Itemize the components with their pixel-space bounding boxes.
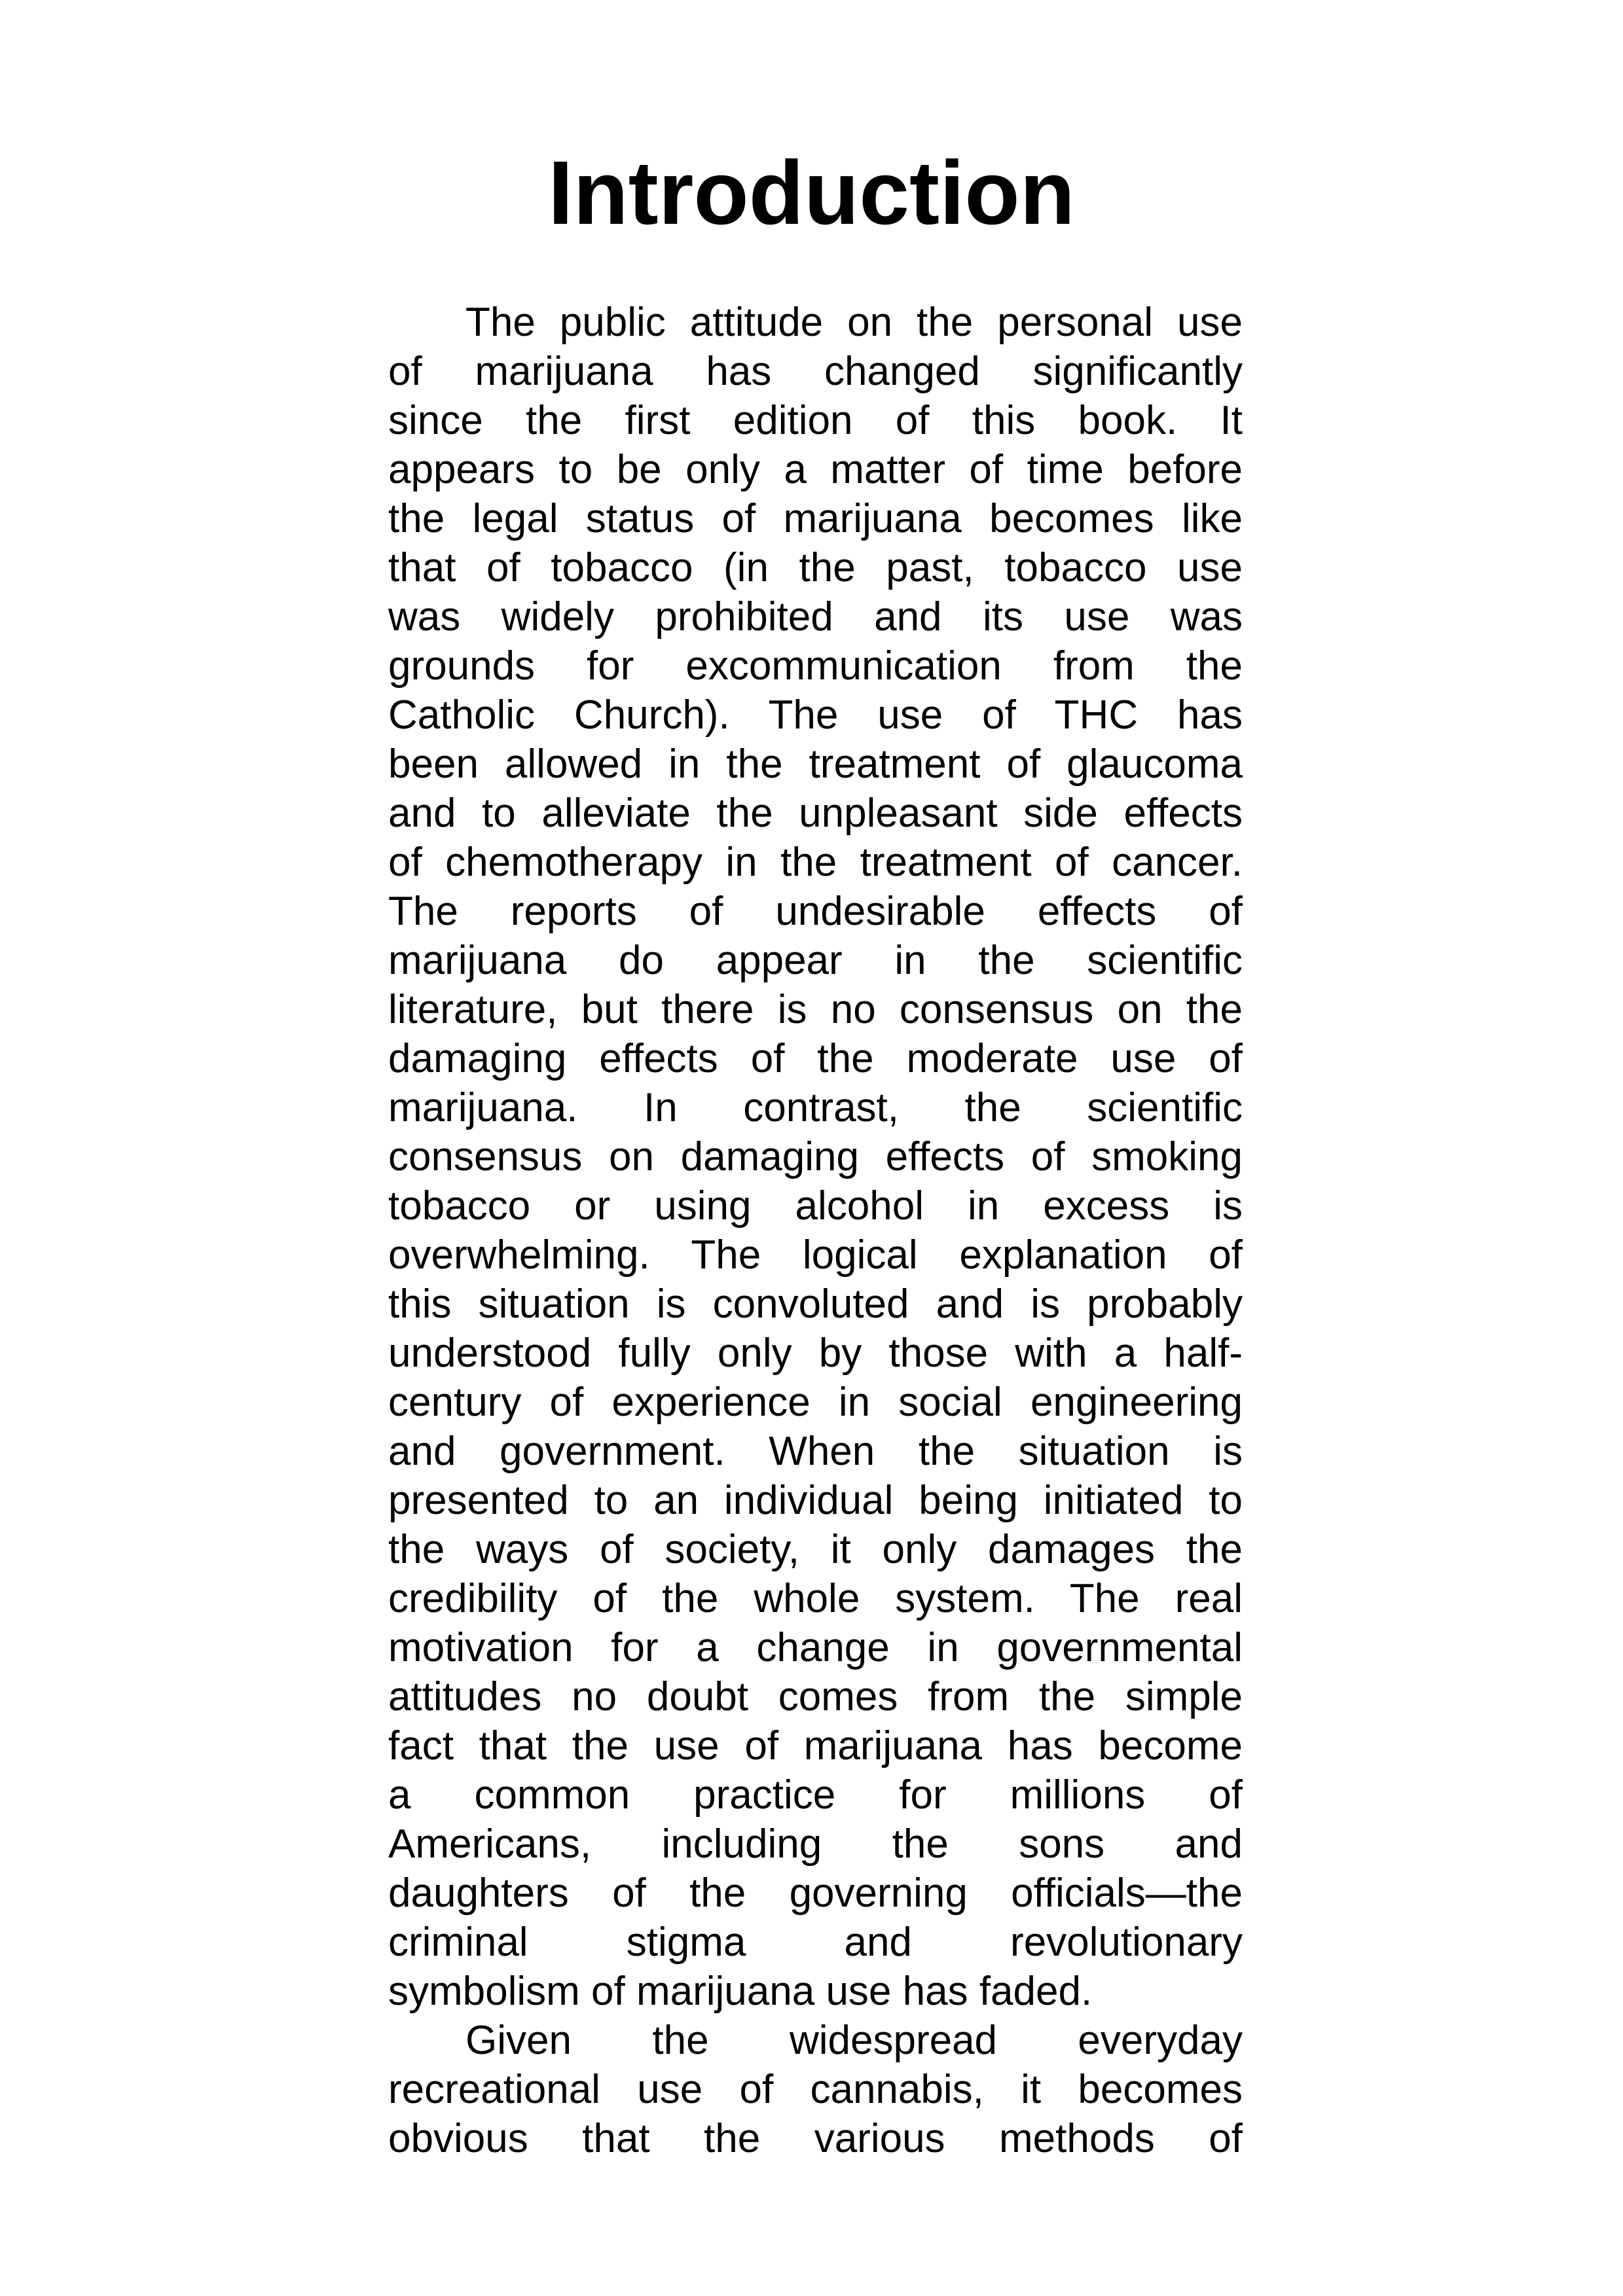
text-line: obvious that the various methods of [388, 2116, 1243, 2161]
text-line: century of experience in social engineering [388, 1380, 1243, 1425]
text-line: marijuana. In contrast, the scientific [388, 1085, 1243, 1130]
text-line: the ways of society, it only damages the [388, 1527, 1243, 1572]
text-line: Catholic Church). The use of THC has [388, 692, 1243, 738]
text-line: grounds for excommunication from the [388, 643, 1243, 689]
text-line: marijuana do appear in the scientific [388, 938, 1243, 983]
text-line: daughters of the governing officials—the [388, 1871, 1243, 1916]
text-line: the legal status of marijuana becomes like [388, 496, 1243, 541]
text-line: was widely prohibited and its use was [388, 594, 1243, 639]
text-line: been allowed in the treatment of glaucoma [388, 742, 1243, 787]
text-line: overwhelming. The logical explanation of [388, 1232, 1243, 1278]
text-line: symbolism of marijuana use has faded. [388, 1969, 1093, 2014]
text-line: literature, but there is no consensus on the [388, 987, 1243, 1032]
text-line: appears to be only a matter of time before [388, 447, 1243, 492]
page-title: Introduction [548, 143, 1075, 243]
text-line: motivation for a change in governmental [388, 1625, 1243, 1670]
text-line: presented to an individual being initiated to [388, 1478, 1243, 1523]
text-line: attitudes no doubt comes from the simple [388, 1674, 1243, 1719]
text-line: and to alleviate the unpleasant side effects [388, 791, 1243, 836]
text-line: since the first edition of this book. It [388, 398, 1243, 443]
text-line: and government. When the situation is [388, 1429, 1243, 1474]
text-line: damaging effects of the moderate use of [388, 1036, 1243, 1081]
paragraph [388, 2016, 1243, 2163]
text-line: of chemotherapy in the treatment of cancer. [388, 840, 1243, 885]
paragraph [388, 298, 1243, 2016]
text-line: this situation is convoluted and is probably [388, 1282, 1243, 1327]
text-line: The reports of undesirable effects of [388, 889, 1243, 934]
text-line: a common practice for millions of [388, 1772, 1243, 1818]
text-line: criminal stigma and revolutionary [388, 1920, 1243, 1965]
text-line: tobacco or using alcohol in excess is [388, 1183, 1243, 1229]
text-line: The public attitude on the personal use [465, 300, 1243, 345]
text-line: Given the widespread everyday [465, 2018, 1243, 2063]
body-text [388, 298, 1243, 2163]
text-line: fact that the use of marijuana has become [388, 1723, 1243, 1768]
text-line: credibility of the whole system. The real [388, 1576, 1243, 1621]
text-line: understood fully only by those with a half- [388, 1331, 1243, 1376]
text-line: of marijuana has changed significantly [388, 349, 1243, 394]
text-line: that of tobacco (in the past, tobacco use [388, 545, 1243, 590]
text-line: recreational use of cannabis, it becomes [388, 2067, 1243, 2112]
text-line: consensus on damaging effects of smoking [388, 1134, 1243, 1179]
text-line: Americans, including the sons and [388, 1821, 1243, 1867]
